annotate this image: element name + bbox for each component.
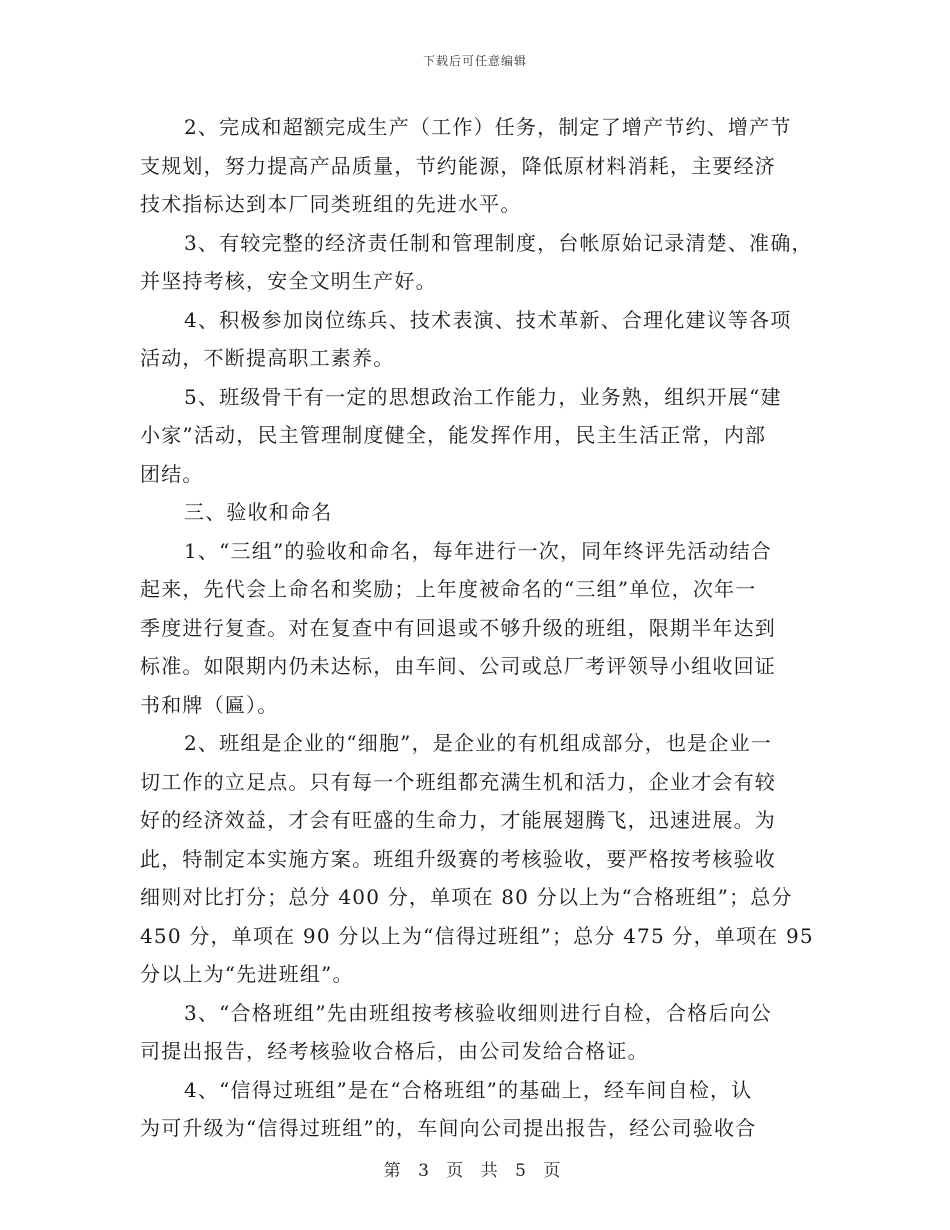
text-line: 5、班级骨干有一定的思想政治工作能力，业务熟，组织开展“建: [184, 384, 782, 409]
text-line: 3、“合格班组”先由班组按考核验收细则进行自检，合格后向公: [184, 1000, 772, 1025]
text-line: 3、有较完整的经济责任制和管理制度，台帐原始记录清楚、准确，: [184, 230, 813, 255]
text-line: 此，特制定本实施方案。班组升级赛的考核验收，要严格按考核验收: [140, 846, 776, 871]
text-line: 技术指标达到本厂同类班组的先进水平。: [140, 192, 522, 216]
text-line: 2、完成和超额完成生产（工作）任务，制定了增产节约、增产节: [184, 115, 792, 139]
text-line: 书和牌（匾）。: [140, 692, 279, 717]
text-line: 标准。如限期内仍未达标，由车间、公司或总厂考评领导小组收回证: [140, 654, 776, 678]
paragraph: [140, 532, 812, 725]
text-line: 2、班组是企业的“细胞”，是企业的有机组成部分，也是企业一: [184, 731, 772, 755]
paragraph: [140, 1071, 812, 1148]
text-line: 好的经济效益，才会有旺盛的生命力，才能展翅腾飞，迅速进展。为: [140, 808, 776, 832]
paragraph: [140, 724, 812, 994]
page-header: 下载后可任意编辑: [422, 54, 527, 68]
text-line: 起来，先代会上命名和奖励；上年度被命名的“三组”单位，次年一: [140, 577, 757, 601]
paragraph: [140, 108, 812, 224]
text-line: 为可升级为“信得过班组”的，车间向公司提出报告，经公司验收合: [140, 1116, 757, 1140]
text-line: 三、验收和命名: [184, 500, 333, 524]
text-line: 1、“三组”的验收和命名，每年进行一次，同年终评先活动结合: [184, 538, 772, 563]
text-line: 分以上为“先进班组”。: [140, 962, 354, 986]
text-line: 切工作的立足点。只有每一个班组都充满生机和活力，企业才会有较: [140, 769, 776, 794]
text-line: 小家”活动，民主管理制度健全，能发挥作用，民主生活正常，内部: [140, 423, 767, 447]
text-line: 并坚持考核，安全文明生产好。: [140, 269, 437, 293]
text-line: 支规划，努力提高产品质量，节约能源，降低原材料消耗，主要经济: [140, 153, 776, 178]
section-heading: [140, 493, 812, 532]
text-line: 活动，不断提高职工素养。: [140, 346, 395, 370]
page-number: 第 3 页 共 5 页: [383, 1161, 567, 1181]
text-line: 4、“信得过班组”是在“合格班组”的基础上，经车间自检，认: [184, 1077, 753, 1102]
text-line: 4、积极参加岗位练兵、技术表演、技术革新、合理化建议等各项: [184, 307, 792, 332]
text-line: 季度进行复查。对在复查中有回退或不够升级的班组，限期半年达到: [140, 615, 776, 640]
text-line: 450 分，单项在 90 分以上为“信得过班组”；总分 475 分，单项在 95: [140, 923, 814, 948]
text-line: 细则对比打分；总分 400 分，单项在 80 分以上为“合格班组”；总分: [140, 885, 793, 909]
paragraph: [140, 378, 812, 494]
document-body: [140, 108, 812, 1148]
text-line: 团结。: [140, 461, 204, 486]
paragraph: [140, 224, 812, 301]
paragraph: [140, 301, 812, 378]
paragraph: [140, 994, 812, 1071]
text-line: 司提出报告，经考核验收合格后，由公司发给合格证。: [140, 1039, 649, 1063]
